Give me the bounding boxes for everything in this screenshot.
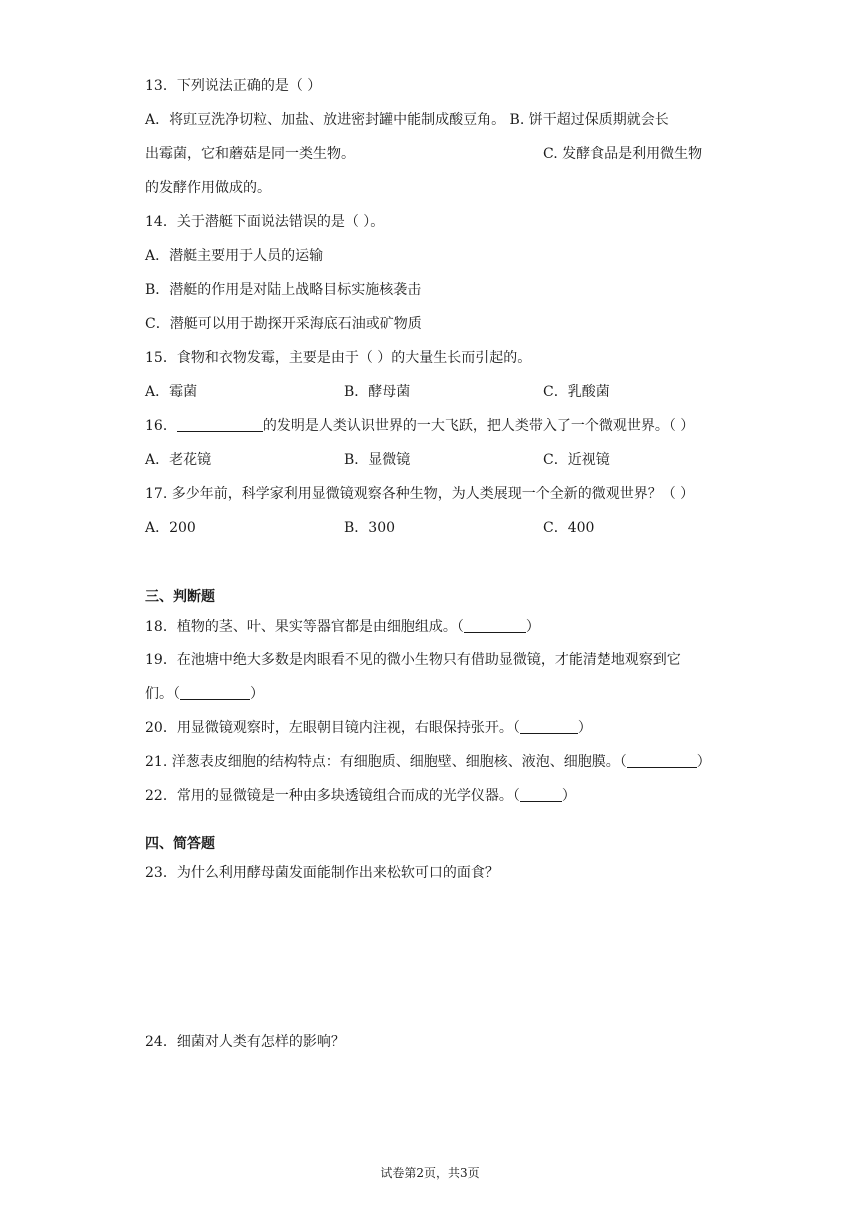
question-15-option-b: B．酵母菌 bbox=[344, 384, 411, 400]
question-20-close-paren: ） bbox=[577, 720, 592, 736]
fill-in-blank[interactable] bbox=[177, 417, 263, 432]
question-22-text: 22．常用的显微镜是一种由多块透镜组合而成的光学仪器。（ bbox=[145, 788, 520, 804]
question-13-line-3: 的发酵作用做成的。 bbox=[145, 180, 271, 196]
question-16-number: 16． bbox=[145, 418, 177, 434]
question-15-stem: 15．食物和衣物发霉，主要是由于（ ）的大量生长而引起的。 bbox=[145, 350, 532, 366]
question-16-option-b: B．显微镜 bbox=[344, 452, 411, 468]
question-13-stem: 13．下列说法正确的是（ ） bbox=[145, 78, 322, 94]
question-19-line-2 bbox=[145, 683, 264, 703]
question-14-option-a: A．潜艇主要用于人员的运输 bbox=[145, 248, 324, 264]
section-heading-true-false: 三、判断题 bbox=[145, 589, 215, 605]
answer-blank[interactable] bbox=[520, 787, 562, 802]
question-18-close-paren: ） bbox=[525, 619, 540, 635]
question-13-line-2: 出霉菌，它和蘑菇是同一类生物。 bbox=[145, 146, 355, 162]
question-21 bbox=[145, 751, 711, 771]
question-14-option-c: C．潜艇可以用于勘探开采海底石油或矿物质 bbox=[145, 316, 422, 332]
question-15-option-c: C．乳酸菌 bbox=[543, 384, 610, 400]
question-17-stem: 17. 多少年前，科学家利用显微镜观察各种生物，为人类展现一个全新的微观世界？（ ） bbox=[145, 486, 695, 502]
question-19-line-1: 19．在池塘中绝大多数是肉眼看不见的微小生物只有借助显微镜，才能清楚地观察到它 bbox=[145, 652, 681, 668]
question-18-text: 18．植物的茎、叶、果实等器官都是由细胞组成。（ bbox=[145, 619, 464, 635]
question-19-close-paren: ） bbox=[250, 686, 264, 702]
question-16-option-c: C．近视镜 bbox=[543, 452, 610, 468]
question-22-close-paren: ） bbox=[561, 788, 576, 804]
question-24: 24．细菌对人类有怎样的影响？ bbox=[145, 1034, 345, 1050]
question-13-line-1: A．将豇豆洗净切粒、加盐、放进密封罐中能制成酸豆角。 B. 饼干超过保质期就会长 bbox=[145, 112, 669, 128]
answer-blank[interactable] bbox=[520, 719, 578, 734]
question-21-close-paren: ） bbox=[696, 754, 711, 770]
question-20 bbox=[145, 717, 592, 737]
question-17-option-b: B．300 bbox=[344, 520, 396, 536]
answer-blank[interactable] bbox=[627, 753, 697, 768]
question-13-option-c: C. 发酵食品是利用微生物 bbox=[543, 146, 703, 162]
question-16-stem bbox=[145, 415, 694, 435]
question-18 bbox=[145, 616, 540, 636]
answer-blank[interactable] bbox=[464, 618, 526, 633]
question-22 bbox=[145, 785, 576, 805]
question-17-option-a: A．200 bbox=[145, 520, 196, 536]
question-16-text: 的发明是人类认识世界的一大飞跃，把人类带入了一个微观世界。（ ） bbox=[262, 418, 695, 434]
question-19-text: 们。（ bbox=[145, 686, 180, 702]
question-20-text: 20．用显微镜观察时，左眼朝目镜内注视，右眼保持张开。（ bbox=[145, 720, 520, 736]
question-14-stem: 14．关于潜艇下面说法错误的是（ ）。 bbox=[145, 214, 385, 230]
question-17-option-c: C．400 bbox=[543, 520, 595, 536]
section-heading-short-answer: 四、简答题 bbox=[145, 836, 215, 852]
answer-blank[interactable] bbox=[180, 685, 250, 700]
question-14-option-b: B．潜艇的作用是对陆上战略目标实施核袭击 bbox=[145, 282, 422, 298]
question-23: 23．为什么利用酵母菌发面能制作出来松软可口的面食？ bbox=[145, 865, 499, 881]
question-21-text: 21. 洋葱表皮细胞的结构特点：有细胞质、细胞壁、细胞核、液泡、细胞膜。（ bbox=[145, 754, 627, 770]
page-footer: 试卷第2页，共3页 bbox=[380, 1166, 480, 1180]
question-15-option-a: A．霉菌 bbox=[145, 384, 198, 400]
question-16-option-a: A．老花镜 bbox=[145, 452, 212, 468]
